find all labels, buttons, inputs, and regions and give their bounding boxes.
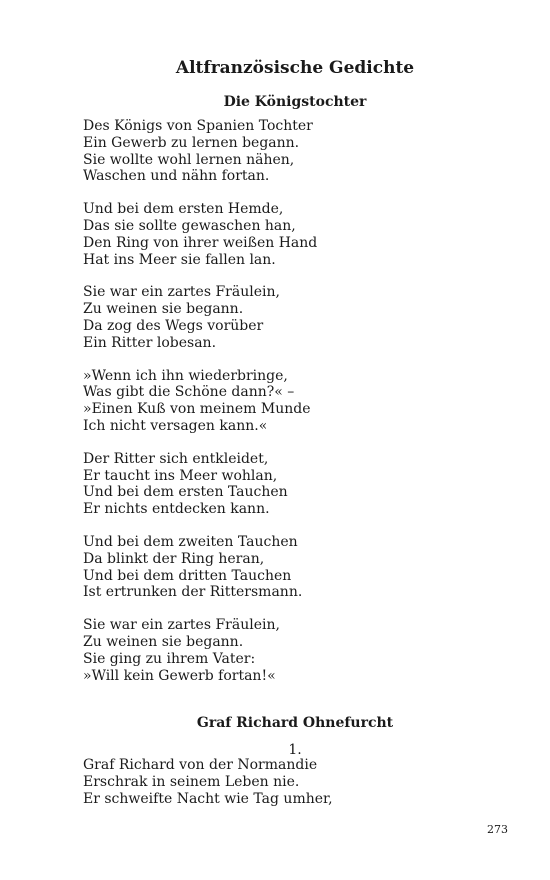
poem-title-graf-richard: Graf Richard Ohnefurcht [196,715,394,731]
verse-line: Ein Ritter lobesan. [83,334,217,351]
verse-line: »Will kein Gewerb fortan!« [83,667,276,684]
verse-line: Des Königs von Spanien Tochter [83,118,313,134]
verse-line: Ein Gewerb zu lernen begann. [83,134,300,151]
verse-line: Und bei dem dritten Tauchen [83,567,292,584]
verse-line: Und bei dem ersten Tauchen [83,484,288,501]
verse-line: Erschrak in seinem Leben nie. [83,773,300,790]
stanza-1 [83,118,483,185]
verse-line: Sie wollte wohl lernen nähen, [83,151,295,168]
stanza-5 [83,451,483,518]
verse-line: Der Ritter sich entkleidet, [83,450,269,467]
verse-line: Da blinkt der Ring heran, [83,550,265,567]
stanza-6 [83,534,483,601]
verse-line: Sie ging zu ihrem Vater: [83,650,256,667]
verse-line: Er nichts entdecken kann. [83,501,270,518]
verse-line: Und bei dem ersten Hemde, [83,201,284,218]
verse-line: Das sie sollte gewaschen han, [83,217,296,234]
poem-title-koenigstochter: Die Königstochter [223,94,367,110]
poem-koenigstochter [83,118,483,700]
poem-graf-richard [83,757,483,807]
verse-line: Was gibt die Schöne dann?« – [83,384,295,401]
verse-line: Sie war ein zartes Fräulein, [83,284,280,301]
verse-line: Waschen und nähn fortan. [83,168,270,185]
page-number: 273 [487,823,508,836]
verse-line: »Einen Kuß von meinem Munde [83,401,311,418]
stanza-7 [83,617,483,684]
verse-line: Ist ertrunken der Rittersmann. [83,584,303,601]
section-number: 1. [288,742,302,758]
stanza-4 [83,368,483,435]
verse-line: Und bei dem zweiten Tauchen [83,533,298,550]
verse-line: Zu weinen sie begann. [83,301,244,318]
verse-line: »Wenn ich ihn wiederbringe, [83,367,288,384]
verse-line: Sie war ein zartes Fräulein, [83,617,280,634]
verse-line: Zu weinen sie begann. [83,633,244,650]
verse-line: Er schweifte Nacht wie Tag umher, [83,790,333,807]
verse-line: Graf Richard von der Normandie [83,757,318,773]
verse-line: Ich nicht versagen kann.« [83,417,268,434]
verse-line: Er taucht ins Meer wohlan, [83,467,278,484]
verse-line: Hat ins Meer sie fallen lan. [83,251,276,268]
verse-line: Da zog des Wegs vorüber [83,317,264,334]
book-title: Altfranzösische Gedichte [175,58,415,78]
verse-line: Den Ring von ihrer weißen Hand [83,234,318,251]
stanza-2 [83,201,483,268]
stanza-3 [83,284,483,351]
